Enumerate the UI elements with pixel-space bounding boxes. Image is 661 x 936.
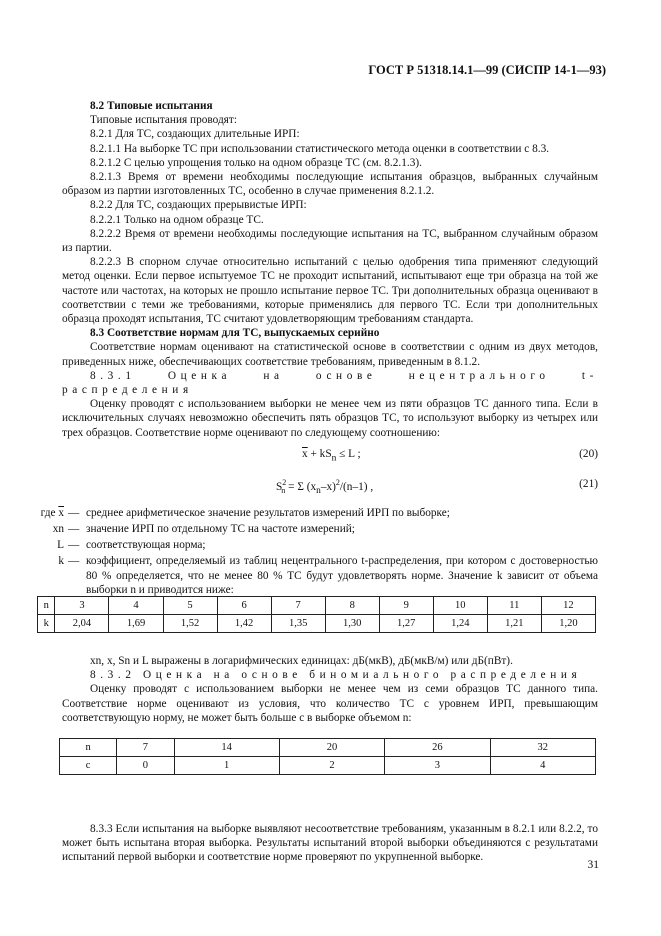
formula-20: $\overline{x} + kS_n \le L$ ; (20): [302, 447, 598, 464]
paragraph: 8.2.2 Для ТС, создающих прерывистые ИРП:: [90, 199, 307, 212]
table-row: n 7 14 20 26 32: [60, 739, 596, 757]
table-row: k 2,04 1,69 1,52 1,42 1,35 1,30 1,27 1,24 1,21 1,20: [38, 615, 596, 633]
section-8-3-2-title: 8.3.2 Оценка на основе биномиального распределения: [90, 669, 582, 682]
section-8-3-title: 8.3 Соответствие нормам для ТС, выпускаемых серийно: [90, 327, 380, 340]
table-row: n 3 4 5 6 7 8 9 10 11 12: [38, 597, 596, 615]
formula-number: (20): [579, 447, 598, 460]
paragraph: Соответствие нормам оценивают на статистической основе в соответствии с одним из двух методов, приведенных ниже, обеспечивающих соответствие требованиям, приведенным в 8.1.2.: [62, 341, 598, 368]
document-header: ГОСТ Р 51318.14.1—99 (СИСПР 14-1—93): [368, 63, 606, 77]
page-number: 31: [587, 859, 599, 871]
paragraph: 8.2.2.1 Только на одном образце ТС.: [90, 213, 264, 226]
table-row: c 0 1 2 3 4: [60, 757, 596, 775]
where-definition: среднее арифметическое значение результатов измерений ИРП по выборке;: [86, 506, 450, 519]
paragraph: 8.2.2.2 Время от времени необходимы последующие испытания на ТС, выбранном случайным образом из партии.: [62, 227, 598, 255]
section-8-2-title: 8.2 Типовые испытания: [90, 100, 213, 112]
formula-21: $S^2_n = \Sigma$ $(x_n-x)^2/(n-1)$ , (21): [276, 477, 598, 496]
paragraph: 8.3.3 Если испытания на выборке выявляют несоответствие требованиям, указанным в 8.2.1 или 8.2.2, то может быть испытана вторая выборка. Результаты испытаний второй выборки объединяются с результатами испытаний первой выборки и соответствие норме проверяют по укрупненной выборке.: [62, 823, 598, 864]
body-section-832: [62, 654, 598, 725]
where-definition: коэффициент, определяемый из таблиц нецентрального t-распределения, при котором с достоверностью 80 % определяется, что не менее 80 % ТС будут удовлетворять норме. Значение k зависит от объема выборки n и приводится ниже:: [86, 555, 598, 596]
binomial-table: [59, 738, 596, 775]
where-definition: соответствующая норма;: [86, 539, 206, 552]
paragraph: Типовые испытания проводят:: [90, 114, 237, 127]
where-definition: значение ИРП по отдельному ТС на частоте измерений;: [86, 523, 355, 536]
units-paragraph: xn, x, Sn и L выражены в логарифмических единицах: дБ(мкВ), дБ(мкВ/м) или дБ(пВт).: [90, 655, 513, 667]
formula-number: (21): [579, 477, 598, 490]
body-section-82: [40, 99, 598, 599]
where-label: где $\overline{x}$: [40, 506, 64, 519]
body-section-833: [62, 822, 598, 865]
k-coefficient-table: [37, 596, 596, 633]
paragraph: Оценку проводят с использованием выборки не менее чем из пяти образцов ТС данного типа. Если в исключительных случаях невозможно обеспечить пять образцов ТС, то используют выборку из четырех или трех образцов. Соответствие норме оценивают по следующему соотношению:: [62, 398, 598, 439]
section-8-3-1-title: 8.3.1 Оценка на основе нецентрального t-распределения: [62, 369, 598, 397]
paragraph: 8.2.2.3 В спорном случае относительно испытаний с целью одобрения типа применяют следующий метод оценки. Если первое испытуемое ТС не проходит испытаний, испытывают еще три образца на той же частоте или частотах, на которых не прошло испытание первое ТС. Три дополнительных образца оценивают в соответствии с теми же требованиями, которые применялись для первого ТС. Если три дополнительных образца проходят испытания, ТС считают удовлетворяющим требованиям стандарта.: [62, 256, 598, 326]
paragraph: 8.2.1.1 На выборке ТС при использовании статистического метода оценки в соответствии с 8.3.: [90, 142, 550, 155]
where-block: где $\overline{x}$ — среднее арифметическое значение результатов измерений ИРП по выборке; xn — значение ИРП по отдельному ТС на частоте измерений; L — соответствующая норма; k — коэффициент, определяемый из таблиц нецентрального t-распределения, при котором с достоверностью 80 % определяется, что не менее 80 % ТС будут удовлетворять норме. Значение k зависит от объема выборки n и приводится ниже:: [62, 506, 598, 599]
paragraph: Оценку проводят с использованием выборки не менее чем из семи образцов ТС данного типа. Соответствие норме оценивают из условия, что количество ТС с уровнем ИРП, превышающим соответствующую норму, не может быть больше с в выборке объемом n:: [62, 683, 598, 724]
paragraph: 8.2.1.2 С целью упрощения только на одном образце ТС (см. 8.2.1.3).: [90, 156, 422, 169]
paragraph: 8.2.1.3 Время от времени необходимы последующие испытания образцов, выбранных случайным образом из партии изготовленных ТС, особенно в случае применения 8.2.1.2.: [62, 171, 598, 198]
paragraph: 8.2.1 Для ТС, создающих длительные ИРП:: [90, 128, 300, 141]
